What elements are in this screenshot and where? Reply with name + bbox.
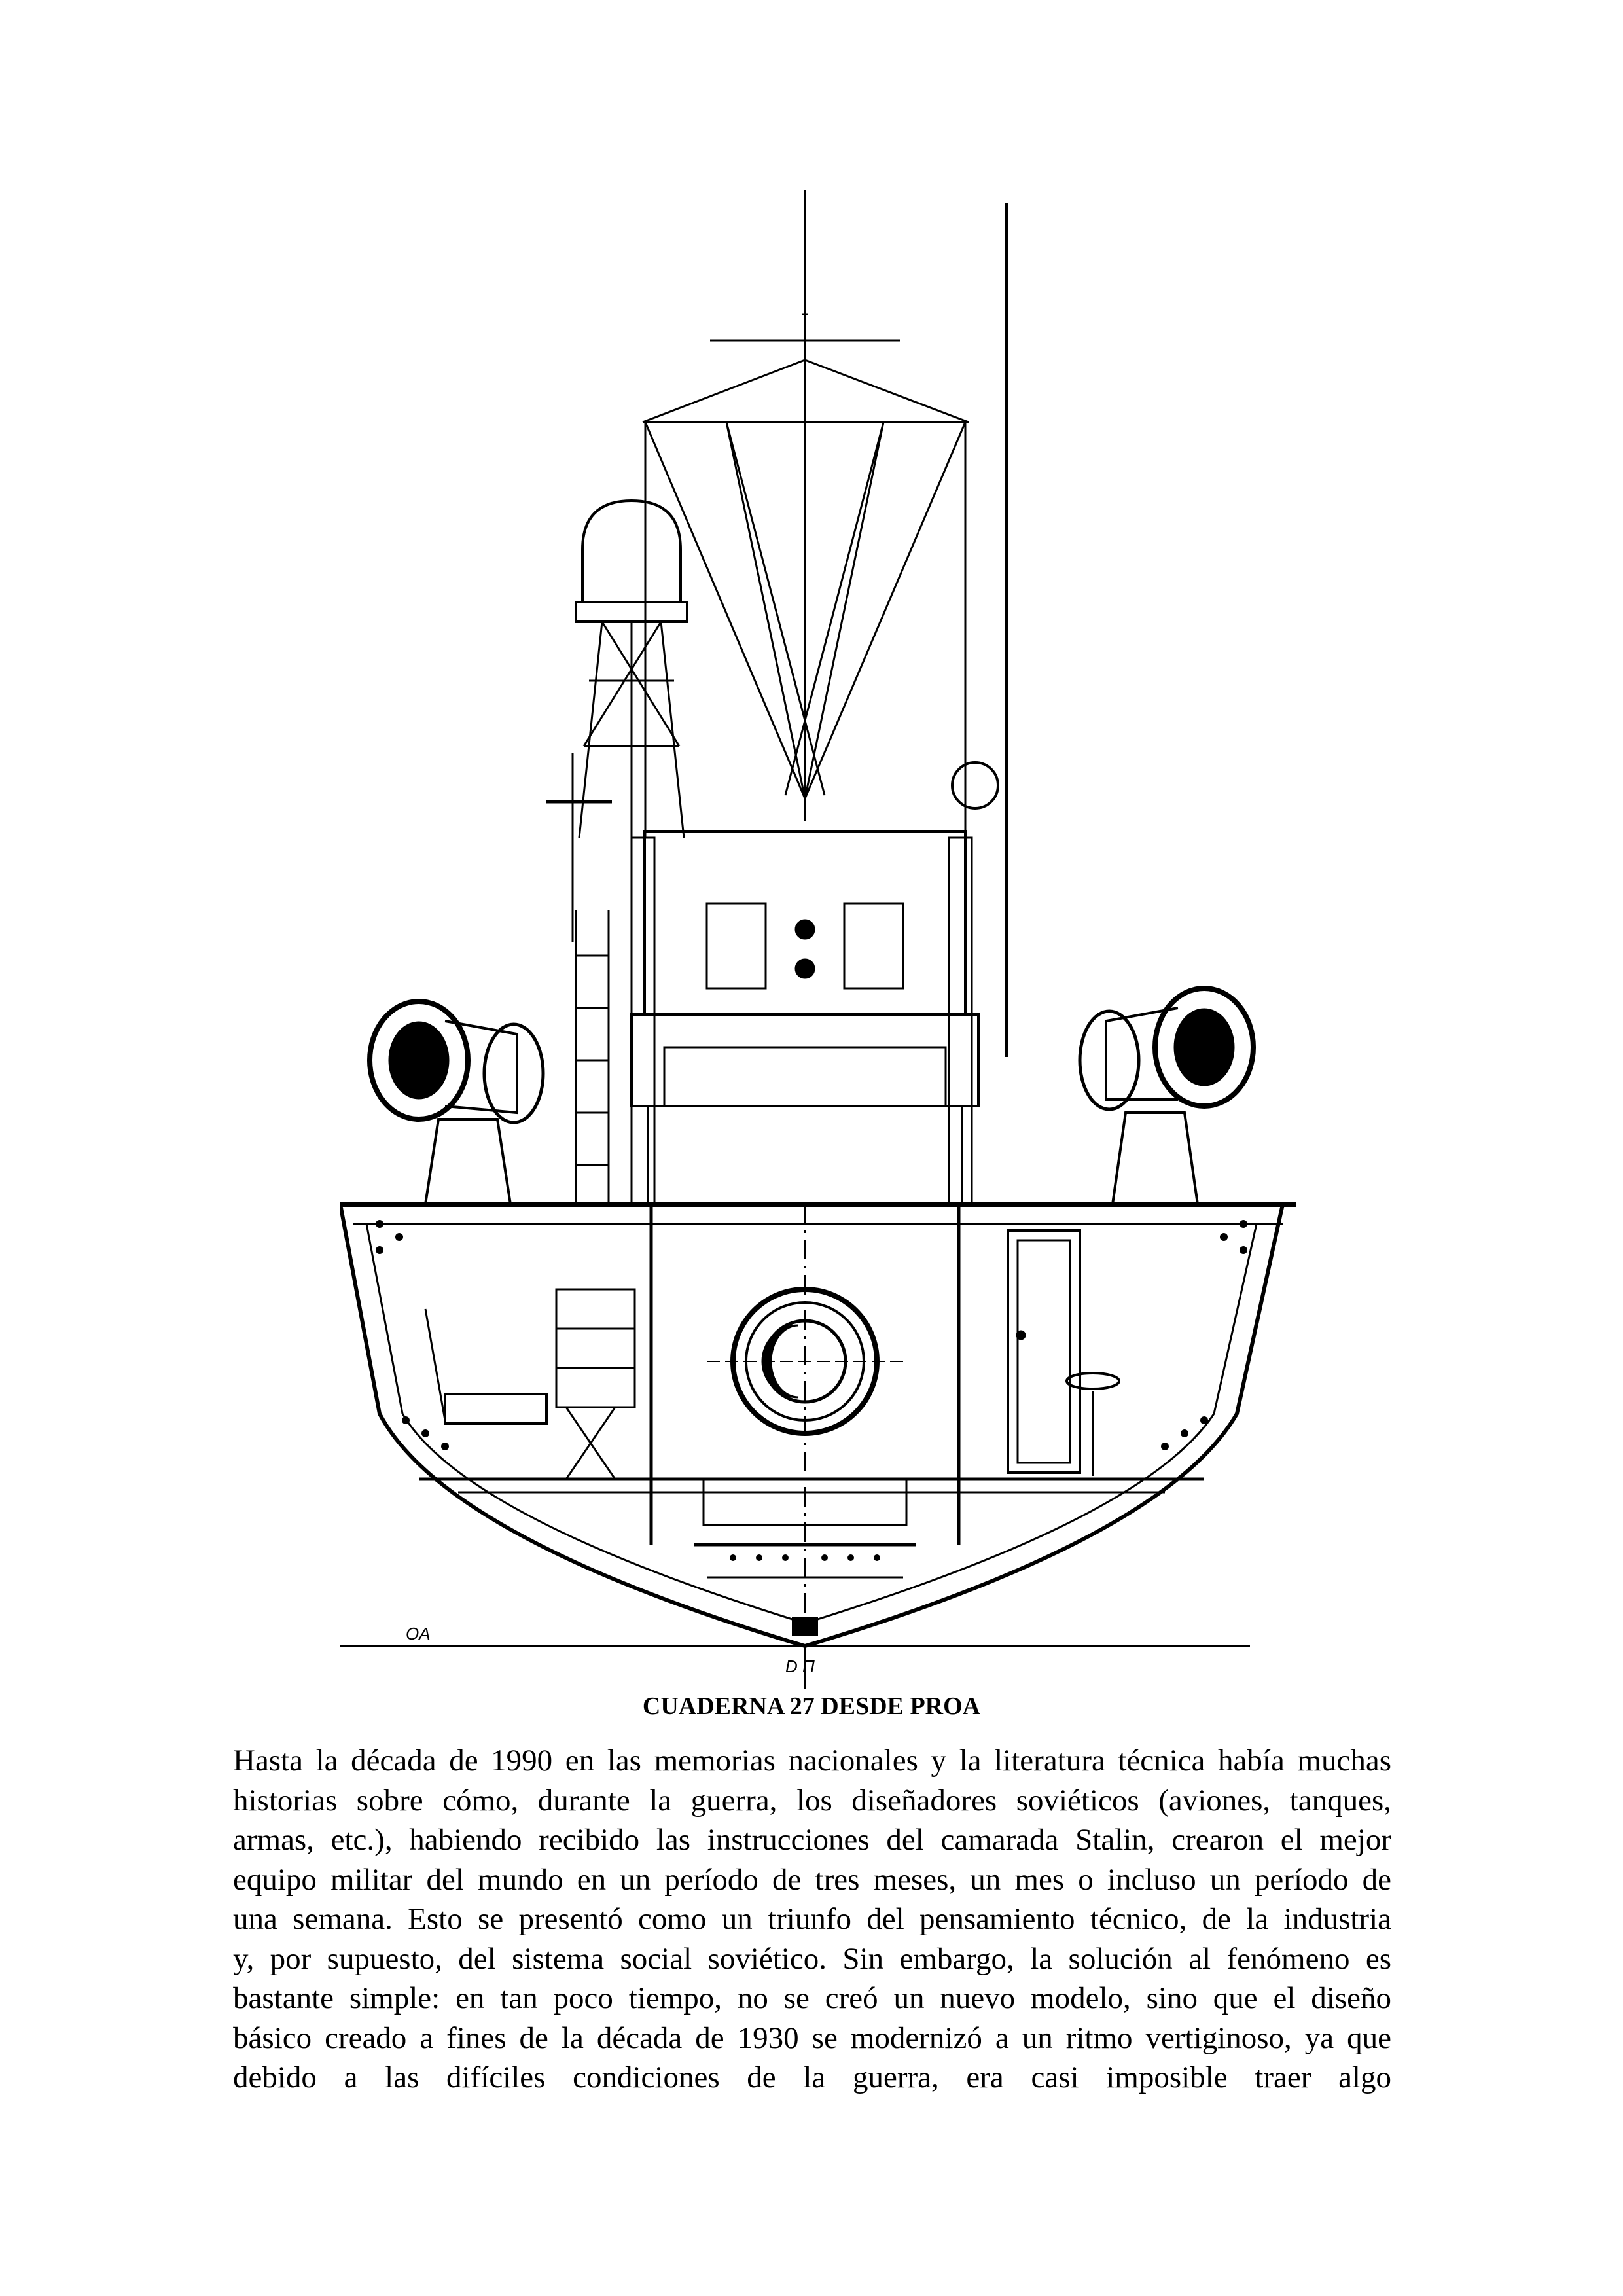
waterline-label: OA [406,1624,431,1643]
paragraph-line: debido a las difíciles condiciones de la guerra, era casi imposible traer algo [233,2060,1391,2094]
paragraph-line: armas, etc.), habiendo recibido las instrucciones del camarada Stalin, crearon el mejor [233,1823,1391,1857]
paragraph-line: Hasta la década de 1990 en las memorias nacionales y la literatura técnica había muchas [233,1744,1391,1778]
paragraph-line: bastante simple: en tan poco tiempo, no se creó un nuevo modelo, sino que el diseño [233,1981,1391,2015]
paragraph-line: una semana. Esto se presentó como un triunfo del pensamiento técnico, de la industria [233,1902,1391,1936]
figure-caption: CUADERNA 27 DESDE PROA [642,1693,981,1720]
paragraph-line: y, por supuesto, del sistema social soviético. Sin embargo, la solución al fenómeno es [233,1941,1391,1976]
centerline-label: D П [785,1657,815,1676]
paragraph-line: equipo militar del mundo en un período de tres meses, un mes o incluso un período de [233,1862,1391,1897]
paragraph-line: básico creado a fines de la década de 1930 se modernizó a un ritmo vertiginoso, ya que [233,2020,1391,2055]
paragraph-line: historias sobre cómo, durante la guerra, los diseñadores soviéticos (aviones, tanques, [233,1783,1391,1818]
body-paragraph [233,1741,1391,2098]
ship-section-drawing [340,183,1296,1689]
